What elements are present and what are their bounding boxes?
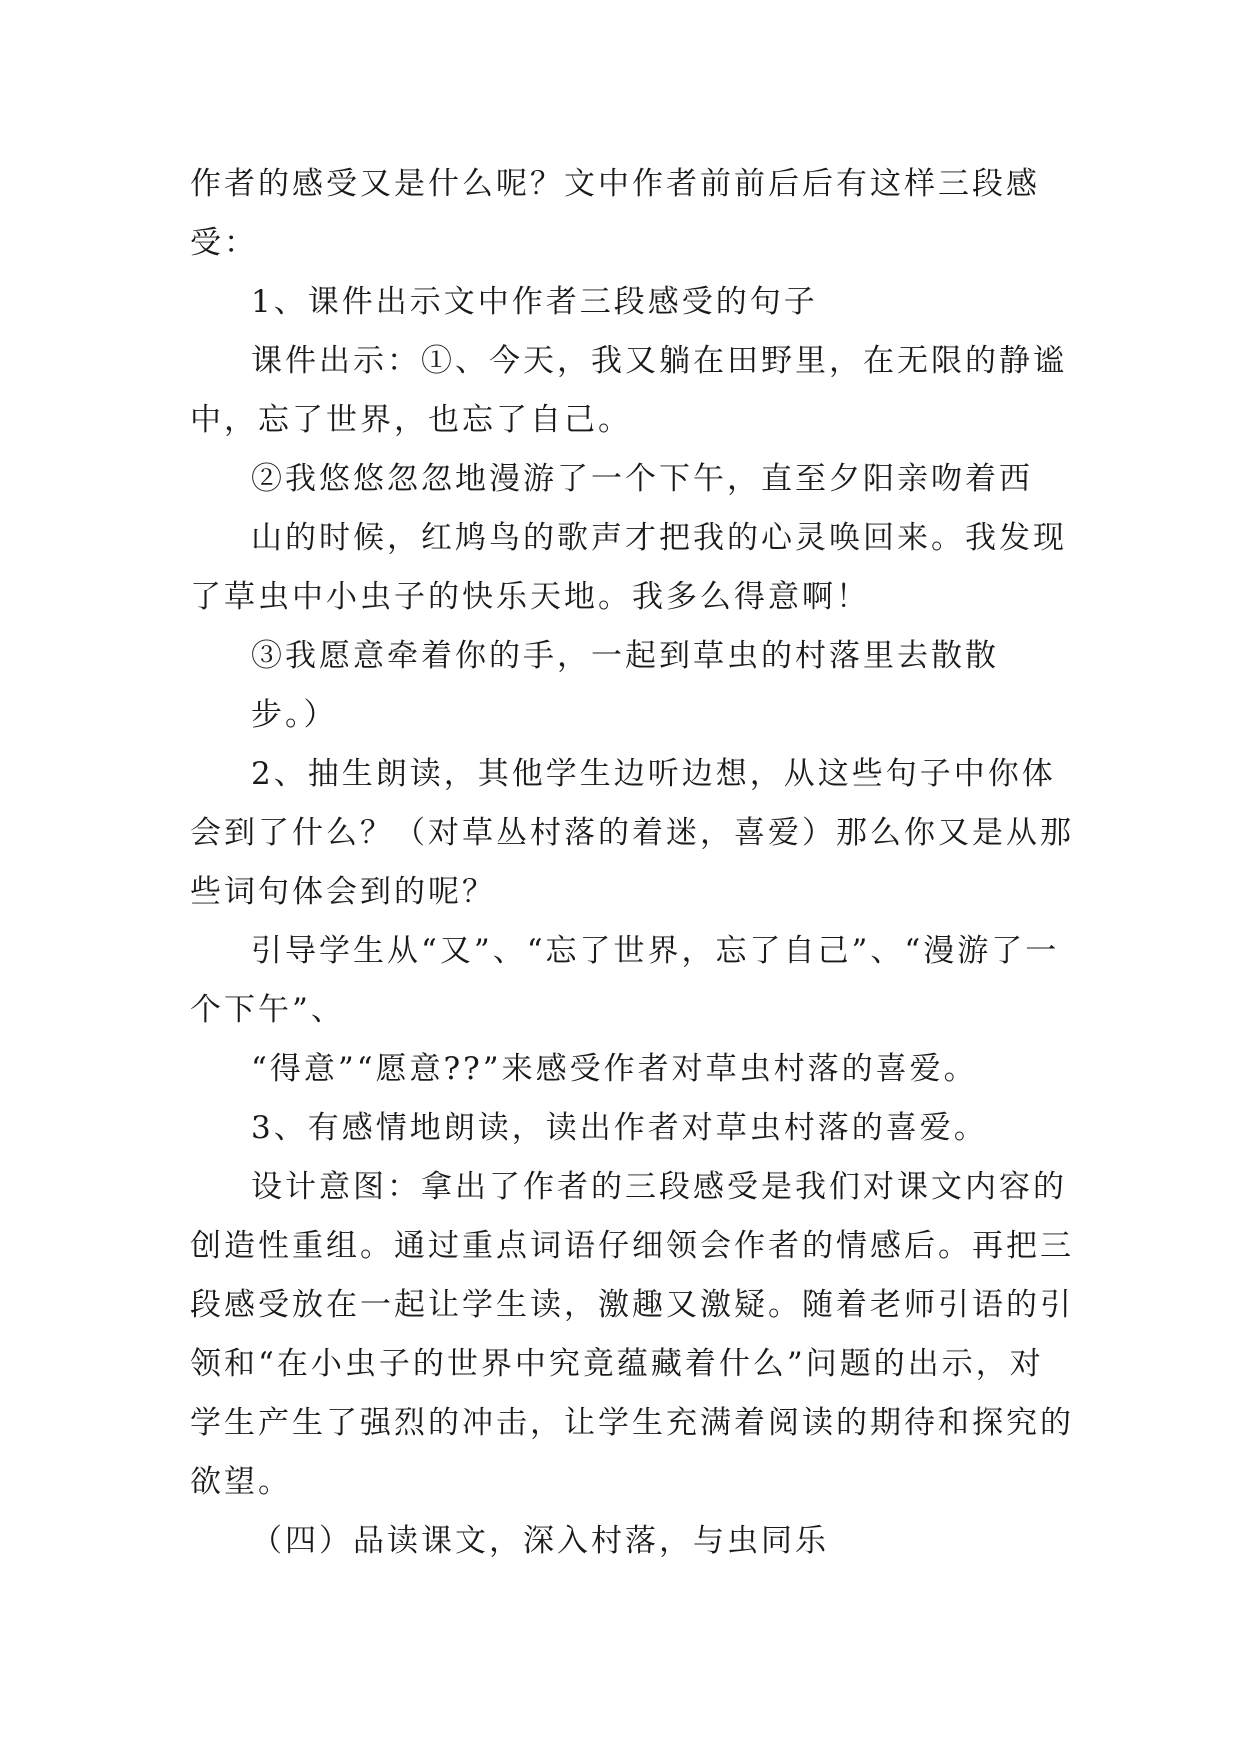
text-line: 设计意图：拿出了作者的三段感受是我们对课文内容的 [251, 1169, 1067, 1205]
section-heading: （四）品读课文，深入村落，与虫同乐 [251, 1523, 829, 1559]
text-line: 个下午”、 [190, 992, 345, 1028]
text-line: 课件出示：①、今天，我又躺在田野里，在无限的静谧 [251, 343, 1067, 379]
text-line: 作者的感受又是什么呢？文中作者前前后后有这样三段感 [190, 166, 1040, 202]
text-line: 欲望。 [190, 1464, 292, 1500]
text-line: ②我悠悠忽忽地漫游了一个下午，直至夕阳亲吻着西 [251, 461, 1033, 497]
text-line: 3、有感情地朗读，读出作者对草虫村落的喜爱。 [251, 1110, 988, 1146]
text-line: 段感受放在一起让学生读，激趣又激疑。随着老师引语的引 [190, 1287, 1074, 1323]
text-line: 了草虫中小虫子的快乐天地。我多么得意啊！ [190, 579, 870, 615]
text-line: 引导学生从“又”、“忘了世界，忘了自己”、“漫游了一 [251, 933, 1060, 969]
text-line: 会到了什么？（对草丛村落的着迷，喜爱）那么你又是从那 [190, 815, 1074, 851]
text-line: 学生产生了强烈的冲击，让学生充满着阅读的期待和探究的 [190, 1405, 1074, 1441]
text-line: “得意”“愿意??”来感受作者对草虫村落的喜爱。 [251, 1051, 978, 1087]
text-line: 领和“在小虫子的世界中究竟蕴藏着什么”问题的出示，对 [190, 1346, 1044, 1382]
text-line: 中，忘了世界，也忘了自己。 [190, 402, 632, 438]
text-line: 些词句体会到的呢？ [190, 874, 496, 910]
text-line: 2、抽生朗读，其他学生边听边想，从这些句子中你体 [251, 756, 1056, 792]
text-line: 受： [190, 225, 258, 261]
text-line: ③我愿意牵着你的手，一起到草虫的村落里去散散 [251, 638, 999, 674]
text-line: 山的时候，红鸠鸟的歌声才把我的心灵唤回来。我发现 [251, 520, 1067, 556]
text-line: 步。） [251, 697, 338, 733]
text-line: 创造性重组。通过重点词语仔细领会作者的情感后。再把三 [190, 1228, 1074, 1264]
text-line: 1、课件出示文中作者三段感受的句子 [251, 284, 818, 320]
